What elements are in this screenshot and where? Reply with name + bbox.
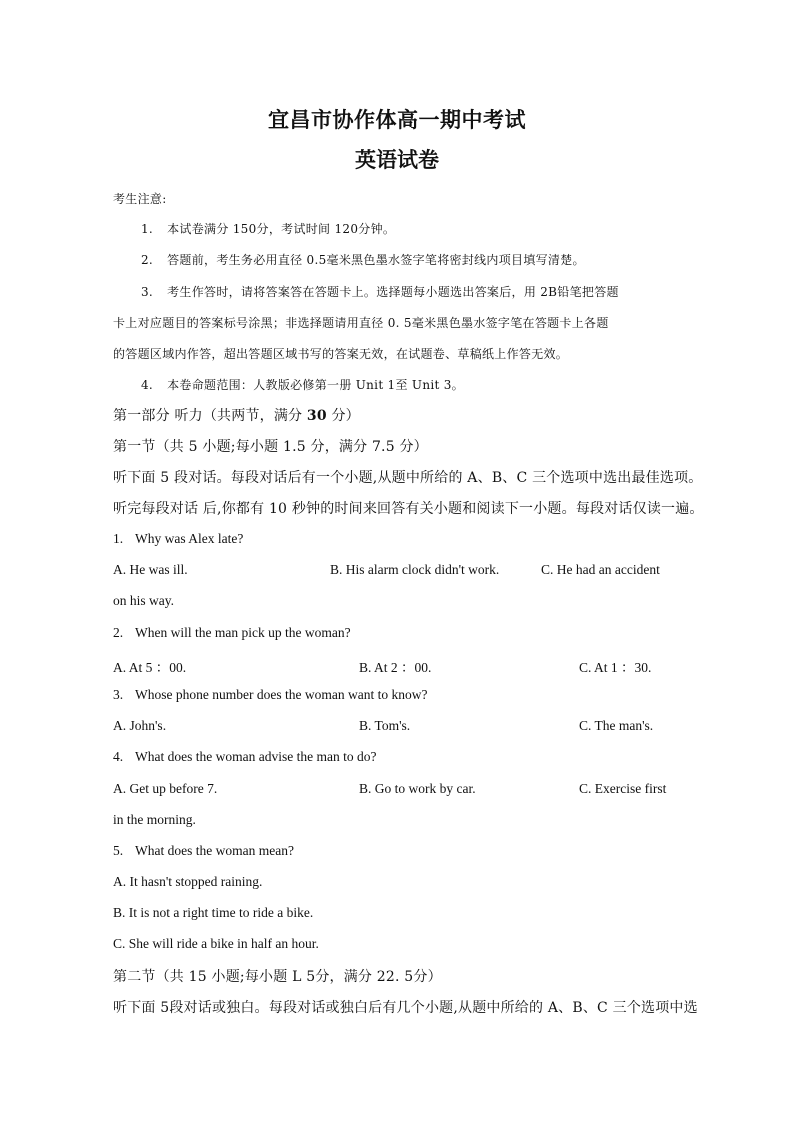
question-3-option-a: A. John's. [113,718,167,733]
notice-item-3-line-2: 卡上对应题目的答案标号涂黑；非选择题请用直径 0. 5毫米黑色墨水签字笔在答题卡上各题 [113,316,609,330]
question-5-option-b: B. It is not a right time to ride a bike. [113,905,314,920]
question-5-option-c: C. She will ride a bike in half an hour. [113,936,319,951]
section1-heading: 第一节（共 5 小题;每小题 1.5 分，满分 7.5 分） [113,439,428,455]
notice-item-text: 本卷命题范围：人教版必修第一册 Unit 1至 Unit 3。 [167,378,464,392]
question-2-option-b: B. At 2 ：00. [359,660,432,675]
section1-instruction-line-1: 听下面 5 段对话。每段对话后有一个小题,从题中所给的 A、B、C 三个选项中选出最佳选项。 [113,470,703,486]
question-2-option-a: A. At 5 ：00. [113,660,187,675]
notice-item-text: 考生作答时，请将答案答在答题卡上。选择题每小题选出答案后，用 2B铅笔把答题 [167,285,619,299]
question-5-option-a: A. It hasn't stopped raining. [113,874,263,889]
question-1-option-c-wrap: on his way. [113,593,174,608]
question-3-stem: 3. Whose phone number does the woman want to know? [113,687,428,702]
notice-item-3 [141,283,619,300]
section1-instruction-line-2: 听完每段对话 后,你都有 10 秒钟的时间来回答有关小题和阅读下一小题。每段对话仅读一遍。 [113,501,704,517]
notice-item-3-line-3: 的答题区域内作答，超出答题区域书写的答案无效，在试题卷、草稿纸上作答无效。 [113,347,569,361]
notice-item-4 [141,376,464,393]
notice-item-number: 2. [141,253,154,267]
notice-item-text: 本试卷满分 150分，考试时间 120分钟。 [167,222,396,236]
section2-heading: 第二节（共 15 小题;每小题 L 5分，满分 22. 5分） [113,969,442,985]
notice-item-number: 3. [141,285,154,299]
notice-item-number: 4. [141,378,154,392]
question-1-option-a: A. He was ill. [113,562,188,577]
question-4-option-a: A. Get up before 7. [113,781,218,796]
notice-item-2 [141,251,585,268]
notice-item-text: 答题前，考生务必用直径 0.5毫米黑色墨水签字笔将密封线内项目填写清楚。 [167,253,585,267]
question-3-option-c: C. The man's. [579,718,654,733]
question-2-stem: 2. When will the man pick up the woman? [113,625,351,640]
question-2-option-c: C. At 1 ：30. [579,660,652,675]
exam-subtitle: 英语试卷 [355,147,439,172]
notice-heading: 考生注意: [113,192,167,206]
question-4-option-c-wrap: in the morning. [113,812,196,827]
question-1-stem: 1. Why was Alex late? [113,531,244,546]
question-4-stem: 4. What does the woman advise the man to do? [113,749,377,764]
question-1-option-b: B. His alarm clock didn't work. [330,562,500,577]
notice-item-1 [141,220,395,237]
part1-heading: 第一部分 听力（共两节，满分 30 分） [113,408,360,424]
section2-instruction-line-1: 听下面 5段对话或独白。每段对话或独白后有几个小题,从题中所给的 A、B、C 三个选项中选 [113,1000,698,1016]
question-1-option-c: C. He had an accident [541,562,660,577]
notice-item-number: 1. [141,222,154,236]
exam-title: 宜昌市协作体高一期中考试 [268,107,526,132]
question-4-option-b: B. Go to work by car. [359,781,476,796]
question-3-option-b: B. Tom's. [359,718,411,733]
question-4-option-c: C. Exercise first [579,781,667,796]
question-5-stem: 5. What does the woman mean? [113,843,294,858]
